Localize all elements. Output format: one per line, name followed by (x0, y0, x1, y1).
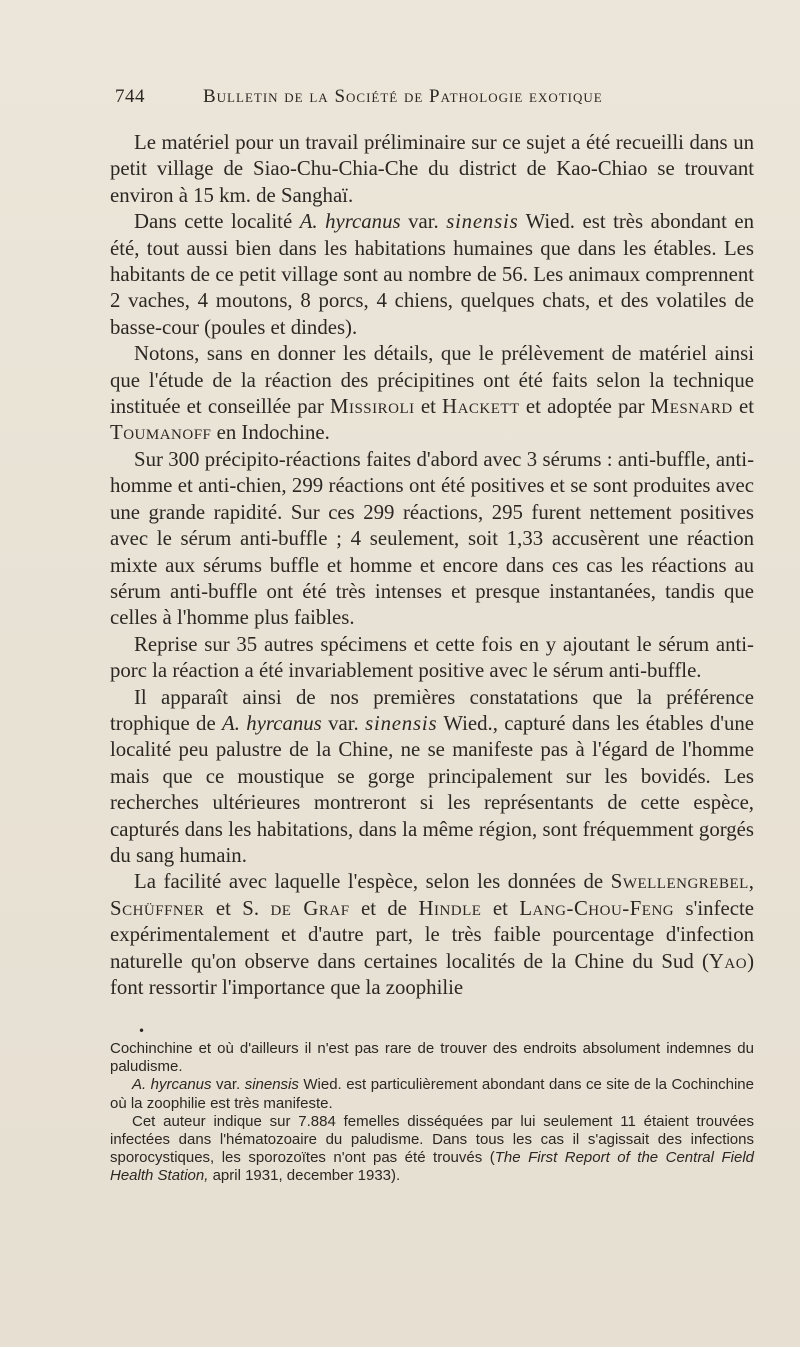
paragraph-6: Il apparaît ainsi de nos premières constatations que la préférence trophique de A. hyrcanus var. sinensis Wied., capturé dans les étables d'une localité peu palustre de la Chine, ne se manifeste pas à l'égard de l'homme mais que ce moustique se gorge principalement sur les bovidés. Les recherches ultérieures montreront si les représentants de cette espèce, capturés dans les habitations, dans la même région, sont fréquemment gorgés du sang humain. (110, 685, 755, 867)
article-body (110, 130, 754, 1001)
author-name: Missiroli (329, 395, 415, 419)
footnote-marker: • (138, 1024, 146, 1038)
author-name: Swellengrebel (610, 870, 749, 894)
footnote-3: Cet auteur indique sur 7.884 femelles disséquées par lui seulement 11 étaient trouvées infectées dans l'hématozoaire du paludisme. Dans tous les cas il s'agissait des infections sporocystiques, les sporozoïtes n'ont pas été trouvés (The First Report of the Central Field Health Station, april 1931, december 1933). (110, 1112, 754, 1185)
page-number: 744 (115, 86, 145, 107)
paragraph-7: La facilité avec laquelle l'espèce, selon les données de Swellengrebel, Schüffner et S. de Graf et de Hindle et Lang-Chou-Feng s'infecte expérimentalement et d'autre part, le très faible pourcentage d'infection naturelle qu'on observe dans certaines localités de la Chine du Sud (Yao) font ressortir l'importance que la zoophilie (110, 870, 754, 999)
paragraph-2: Dans cette localité A. hyrcanus var. sinensis Wied. est très abondant en été, tout aussi bien dans les habitations humaines que dans les étables. Les habitants de ce petit village sont au nombre de 56. Les animaux comprennent 2 vaches, 4 moutons, 8 porcs, 4 chiens, quelques chats, et des volatiles de basse-cour (poules et dindes). (110, 210, 754, 339)
variety-name: sinensis (244, 1076, 299, 1094)
footnotes (110, 1040, 754, 1186)
author-name: Toumanoff (110, 421, 212, 445)
species-name: A. hyrcanus (132, 1076, 212, 1094)
paragraph-1: Le matériel pour un travail préliminaire sur ce sujet a été recueilli dans un petit village de Siao-Chu-Chia-Che du district de Kao-Chiao se trouvant environ à 15 km. de Sanghaï. (110, 131, 754, 207)
paragraph-3: Notons, sans en donner les détails, que le prélèvement de matériel ainsi que l'étude de la réaction des précipitines ont été faits selon la technique instituée et conseillée par Missiroli et Hackett et adoptée par Mesnard et Toumanoff en Indochine. (110, 342, 754, 445)
author-name: de Graf (270, 896, 350, 920)
author-name: Lang-Chou-Feng (519, 896, 675, 920)
species-name: A. hyrcanus (299, 210, 401, 234)
author-name: Mesnard (650, 395, 733, 419)
variety-name: sinensis (446, 210, 519, 234)
author-name: Hindle (418, 896, 482, 920)
footnote-continuation: Cochinchine et où d'ailleurs il n'est pas rare de trouver des endroits absolument indemnes du paludisme. (110, 1040, 754, 1076)
footnote-2: A. hyrcanus var. sinensis Wied. est particulièrement abondant dans ce site de la Cochinchine où la zoophilie est très manifeste. (110, 1076, 754, 1112)
author-name: Hackett (442, 395, 520, 419)
journal-title: Bulletin de la Société de Pathologie exotique (203, 86, 603, 107)
variety-name: sinensis (365, 711, 438, 735)
paragraph-5: Reprise sur 35 autres spécimens et cette fois en y ajoutant le sérum anti-porc la réaction a été invariablement positive avec le sérum anti-buffle. (110, 632, 754, 683)
paragraph-4: Sur 300 précipito-réactions faites d'abord avec 3 sérums : anti-buffle, anti-homme et anti-chien, 299 réactions ont été positives et se sont produites avec une grande rapidité. Sur ces 299 réactions, 295 furent nettement positives avec le sérum anti-buffle ; 4 seulement, soit 1,33 accusèrent une réaction mixte aux sérums buffle et homme et encore dans ces cas les réactions au sérum anti-buffle ont été très intenses et presque instantanées, tandis que celles à l'homme plus faibles. (110, 447, 754, 630)
author-name: Schüffner (110, 896, 205, 920)
reference-title: The First Report of the Central Field Health Station, (110, 1149, 754, 1185)
running-head (115, 86, 755, 114)
species-name: A. hyrcanus (222, 711, 322, 735)
author-name: Yao (708, 949, 748, 973)
